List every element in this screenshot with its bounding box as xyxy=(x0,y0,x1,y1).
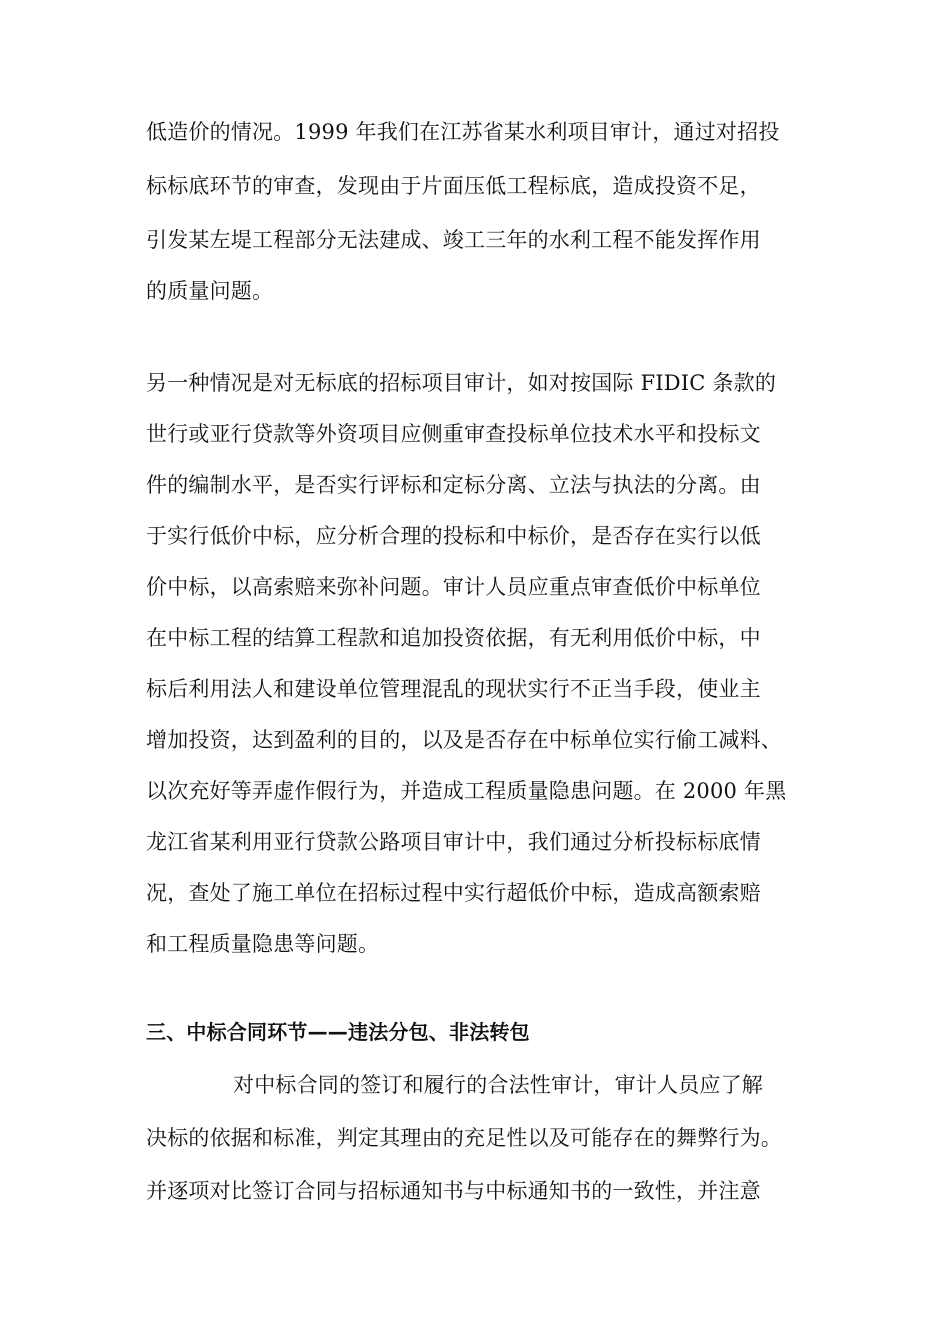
paragraph-3-line-3: 并逐项对比签订合同与招标通知书与中标通知书的一致性，并注意 xyxy=(146,1179,761,1203)
paragraph-1-line-4: 的质量问题。 xyxy=(146,279,274,303)
paragraph-2-line-11: 况，查处了施工单位在招标过程中实行超低价中标，造成高额索赔 xyxy=(146,881,761,905)
paragraph-3-line-1: 对中标合同的签订和履行的合法性审计，审计人员应了解 xyxy=(233,1073,763,1097)
paragraph-2-line-9: 以次充好等弄虚作假行为，并造成工程质量隐患问题。在 2000 年黑 xyxy=(146,779,787,803)
paragraph-2-line-12: 和工程质量隐患等问题。 xyxy=(146,932,380,956)
paragraph-3-line-2: 决标的依据和标准，判定其理由的充足性以及可能存在的舞弊行为。 xyxy=(146,1126,782,1150)
paragraph-2-line-6: 在中标工程的结算工程款和追加投资依据，有无利用低价中标，中 xyxy=(146,626,761,650)
paragraph-2-line-2: 世行或亚行贷款等外资项目应侧重审查投标单位技术水平和投标文 xyxy=(146,422,761,446)
section-heading: 三、中标合同环节——违法分包、非法转包 xyxy=(146,1020,530,1044)
paragraph-2-line-8: 增加投资，达到盈利的目的，以及是否存在中标单位实行偷工减料、 xyxy=(146,728,782,752)
paragraph-1-line-2: 标标底环节的审查，发现由于片面压低工程标底，造成投资不足， xyxy=(146,174,761,198)
paragraph-1-line-1: 低造价的情况。1999 年我们在江苏省某水利项目审计，通过对招投 xyxy=(146,120,780,144)
paragraph-2-line-4: 于实行低价中标，应分析合理的投标和中标价，是否存在实行以低 xyxy=(146,524,761,548)
paragraph-2-line-10: 龙江省某利用亚行贷款公路项目审计中，我们通过分析投标标底情 xyxy=(146,830,761,854)
paragraph-2-line-1: 另一种情况是对无标底的招标项目审计，如对按国际 FIDIC 条款的 xyxy=(146,371,777,395)
paragraph-2-line-5: 价中标，以高索赔来弥补问题。审计人员应重点审查低价中标单位 xyxy=(146,575,761,599)
paragraph-1-line-3: 引发某左堤工程部分无法建成、竣工三年的水利工程不能发挥作用 xyxy=(146,228,761,252)
paragraph-2-line-3: 件的编制水平，是否实行评标和定标分离、立法与执法的分离。由 xyxy=(146,473,761,497)
paragraph-2-line-7: 标后利用法人和建设单位管理混乱的现状实行不正当手段，使业主 xyxy=(146,677,761,701)
